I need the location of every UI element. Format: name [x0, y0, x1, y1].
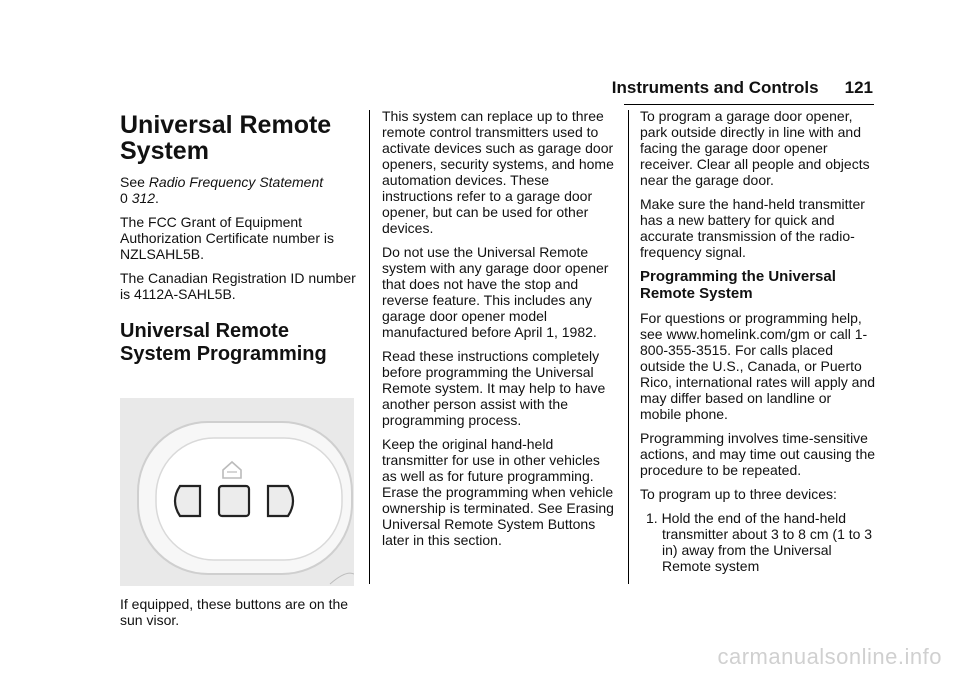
paragraph: This system can replace up to three remote control transmitters used to activate devices such as garage door openers, security systems, and home automation devices. These instructions refer to a garage door opener, but can be used for other devices. — [382, 108, 614, 236]
paragraph: To program up to three devices: — [640, 486, 837, 502]
sun-visor-illustration — [120, 398, 354, 586]
page-header — [0, 78, 873, 98]
programming-subheading: Programming the Universal Remote System — [640, 268, 836, 302]
fcc-paragraph: The FCC Grant of Equipment Authorization Certificate number is NZLSAHL5B. — [120, 214, 334, 262]
sun-visor-figure — [120, 398, 354, 586]
column-divider — [628, 110, 629, 584]
paragraph: Make sure the hand-held transmitter has a new battery for quick and accurate transmission of the radio-frequency signal. — [640, 196, 865, 260]
programming-heading: Universal Remote System Programming — [120, 320, 327, 365]
watermark: carmanualsonline.info — [717, 644, 942, 669]
page-title: Universal Remote System — [120, 111, 332, 165]
page-number: 121 — [844, 78, 873, 97]
see-reference-link[interactable]: Radio Frequency Statement — [148, 174, 324, 190]
page-ref-symbol: 0 — [120, 190, 128, 206]
paragraph: Read these instructions completely before programming the Universal Remote system. It may help to have another person assist with the programming process. — [382, 348, 606, 428]
visor-button-1[interactable] — [175, 486, 200, 516]
figure-caption: If equipped, these buttons are on the sun visor. — [120, 596, 349, 628]
header-rule — [624, 104, 874, 105]
visor-button-2[interactable] — [219, 486, 249, 516]
page-ref[interactable]: 312 — [131, 190, 156, 206]
column-3 — [640, 108, 876, 582]
column-2 — [382, 108, 618, 556]
paragraph: Keep the original hand-held transmitter for use in other vehicles as well as for future programming. Erase the programming when vehicle ownership is terminated. See Erasing Universal Remote System Buttons later in this section. — [382, 436, 614, 548]
paragraph: Do not use the Universal Remote system with any garage door opener that does not have the stop and reverse feature. This includes any garage door opener model manufactured before April 1, 1982. — [382, 244, 609, 340]
paragraph: To program a garage door opener, park outside directly in line with and facing the garage door opener receiver. Clear all people and objects near the garage door. — [640, 108, 870, 188]
list-item: 1. Hold the end of the hand-held transmitter about 3 to 8 cm (1 to 3 in) away from the Universal Remote system — [646, 510, 873, 574]
paragraph: Programming involves time-sensitive actions, and may time out causing the procedure to be repeated. — [640, 430, 876, 478]
canadian-paragraph: The Canadian Registration ID number is 4112A-SAHL5B. — [120, 270, 356, 302]
visor-button-3[interactable] — [268, 486, 293, 516]
section-title: Instruments and Controls — [611, 78, 819, 97]
column-divider — [369, 110, 370, 584]
paragraph: For questions or programming help, see www.homelink.com/gm or call 1-800-355-3515. For calls placed outside the U.S., Canada, or Puerto Rico, international rates will apply and may differ based on landline or mobile phone. — [640, 310, 876, 422]
see-reference: See Radio Frequency Statement 0 312. — [120, 174, 324, 206]
column-1 — [120, 108, 360, 636]
